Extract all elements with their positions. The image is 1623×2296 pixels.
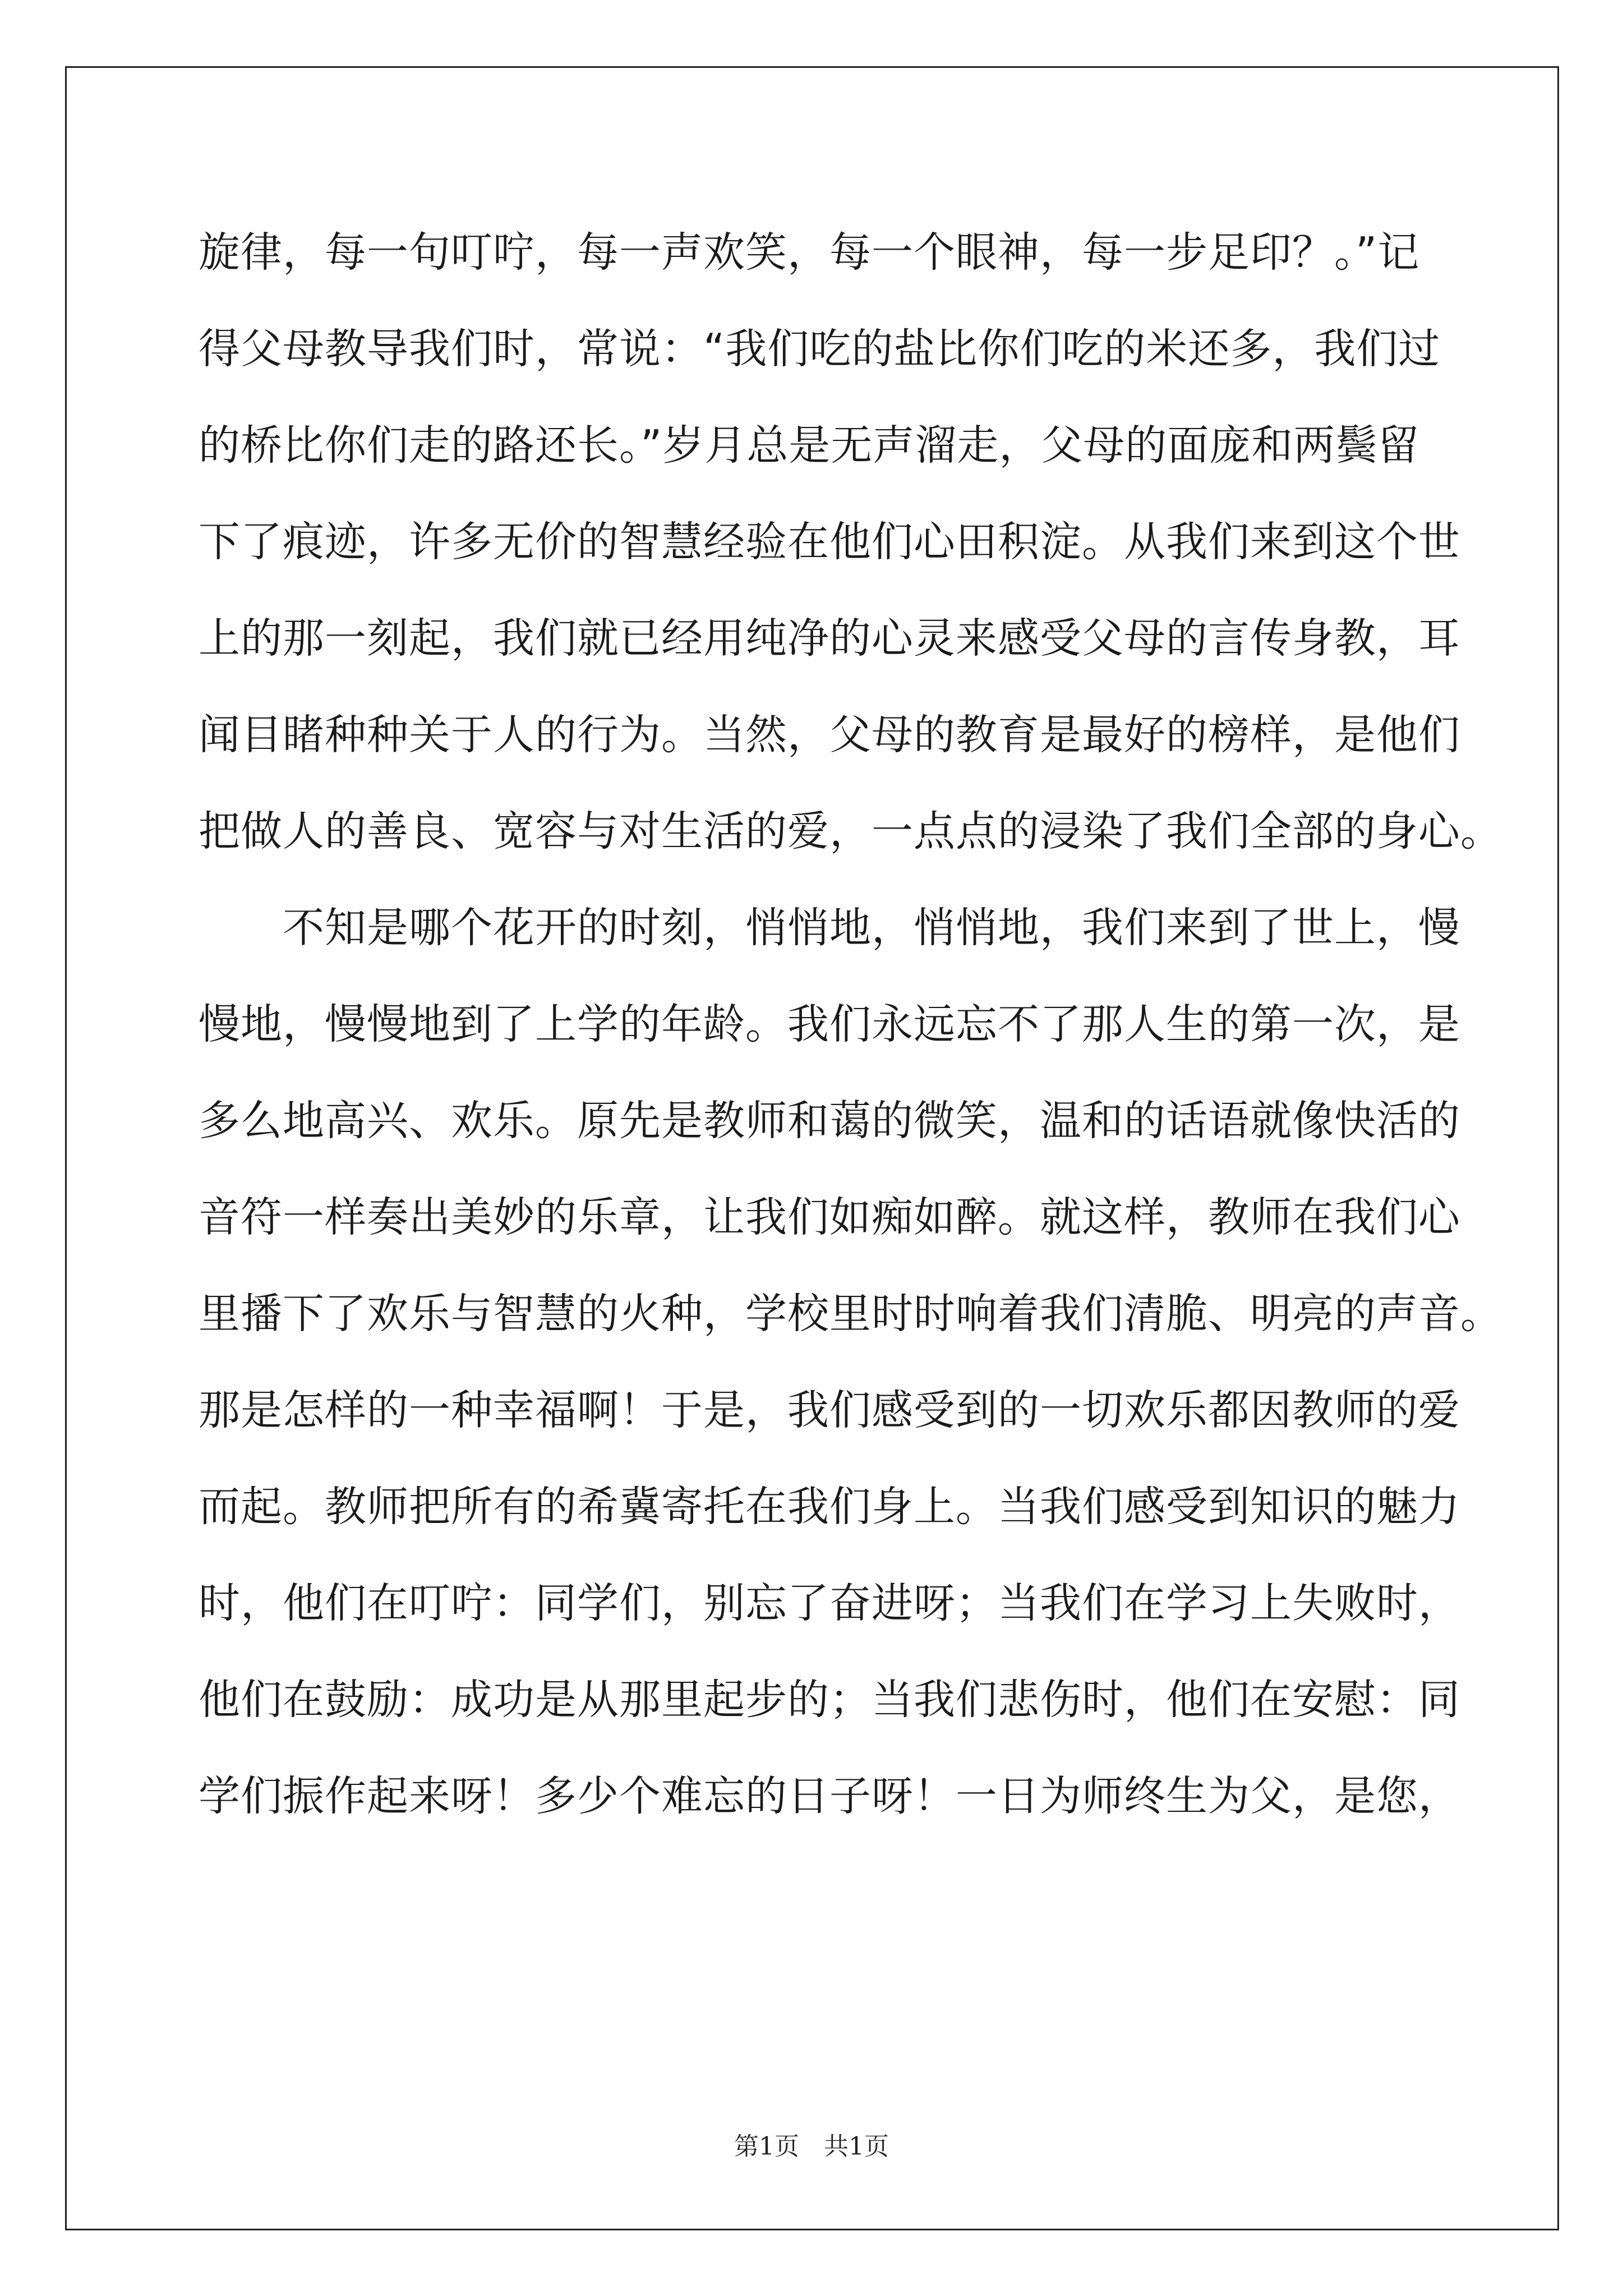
paragraph-start-line: 不知是哪个花开的时刻，悄悄地，悄悄地，我们来到了世上，慢 bbox=[199, 904, 1460, 952]
text-line: 把做人的善良、宽容与对生活的爱，一点点的浸染了我们全部的身心。 bbox=[199, 807, 1502, 855]
text-line: 慢地，慢慢地到了上学的年龄。我们永远忘不了那人生的第一次，是 bbox=[199, 1000, 1460, 1048]
text-line: 下了痕迹，许多无价的智慧经验在他们心田积淀。从我们来到这个世 bbox=[199, 518, 1460, 566]
text-line: 多么地高兴、欢乐。原先是教师和蔼的微笑，温和的话语就像快活的 bbox=[199, 1097, 1460, 1145]
text-line: 那是怎样的一种幸福啊！于是，我们感受到的一切欢乐都因教师的爱 bbox=[199, 1386, 1460, 1434]
text-line: 闻目睹种种关于人的行为。当然，父母的教育是最好的榜样，是他们 bbox=[199, 711, 1460, 759]
text-line: 而起。教师把所有的希冀寄托在我们身上。当我们感受到知识的魅力 bbox=[199, 1483, 1460, 1531]
text-line: 上的那一刻起，我们就已经用纯净的心灵来感受父母的言传身教，耳 bbox=[199, 614, 1460, 662]
text-line: 时，他们在叮咛：同学们，别忘了奋进呀；当我们在学习上失败时， bbox=[199, 1579, 1460, 1627]
text-line: 音符一样奏出美妙的乐章，让我们如痴如醉。就这样，教师在我们心 bbox=[199, 1193, 1460, 1241]
text-line: 得父母教导我们时，常说：“我们吃的盐比你们吃的米还多，我们过 bbox=[199, 325, 1441, 373]
text-line: 学们振作起来呀！多少个难忘的日子呀！一日为师终生为父，是您， bbox=[199, 1772, 1460, 1820]
text-line: 的桥比你们走的路还长。”岁月总是无声溜走，父母的面庞和两鬓留 bbox=[199, 421, 1420, 470]
text-line: 旋律，每一句叮咛，每一声欢笑，每一个眼神，每一步足印？。”记 bbox=[199, 228, 1420, 277]
text-line: 他们在鼓励：成功是从那里起步的；当我们悲伤时，他们在安慰：同 bbox=[199, 1676, 1460, 1724]
page-footer: 第1页 共1页 bbox=[734, 2132, 889, 2161]
text-line: 里播下了欢乐与智慧的火种，学校里时时响着我们清脆、明亮的声音。 bbox=[199, 1290, 1502, 1338]
